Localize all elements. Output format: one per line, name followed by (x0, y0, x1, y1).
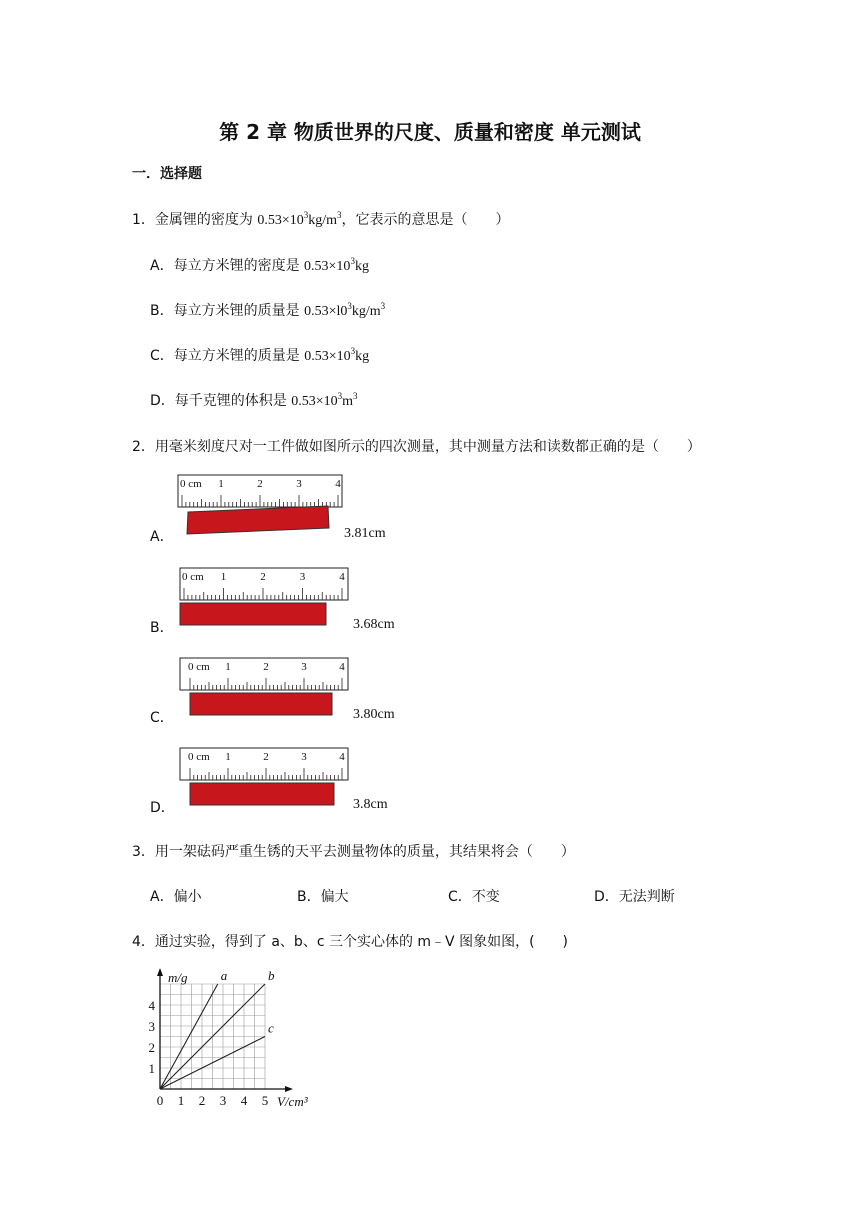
ruler-tick-label: 2 (257, 478, 263, 490)
ruler-unit-label: 0 cm (182, 571, 204, 583)
series-label-c: c (268, 1020, 274, 1036)
workpiece (190, 693, 332, 715)
question-3-stem: 3．用一架砝码严重生锈的天平去测量物体的质量，其结果将会（ ） (132, 844, 575, 860)
mv-chart (140, 962, 330, 1117)
ruler-figure-d (170, 743, 355, 813)
y-axis-label: m/g (168, 970, 188, 985)
question-1-option-b[interactable]: B．每立方米锂的质量是 $0.53\times l0^3kg/m^3$ (150, 301, 386, 319)
question-1-option-d[interactable]: D．每千克锂的体积是 $0.53\times 10^3m^3$ (150, 391, 358, 409)
ruler-tick-label: 3 (301, 661, 307, 673)
ruler-figure-b (170, 563, 355, 633)
ruler-tick-label: 2 (263, 751, 269, 763)
x-tick-label: 0 (156, 1093, 164, 1108)
question-2-option-b-label[interactable]: B． (150, 620, 174, 636)
question-1-stem (132, 209, 510, 229)
question-3-option-c[interactable]: C．不变 (448, 889, 500, 905)
question-1-value: $0.53\times 10^3kg/m^3$ (257, 210, 342, 228)
section-heading: 一．选择题 (132, 166, 202, 182)
question-2-option-d-label[interactable]: D． (150, 800, 175, 816)
ruler-tick-label: 3 (301, 751, 307, 763)
ruler-tick-label: 4 (339, 571, 345, 583)
question-2-option-c-reading: 3.80cm (353, 707, 395, 722)
question-1-option-c[interactable]: C．每立方米锂的质量是 $0.53\times 10^3kg$ (150, 346, 370, 364)
question-2-option-b-reading: 3.68cm (353, 617, 395, 632)
series-label-b: b (268, 968, 275, 983)
ruler-unit-label: 0 cm (188, 661, 210, 673)
ruler-tick-label: 4 (339, 751, 345, 763)
question-2-option-a-label[interactable]: A． (150, 529, 174, 545)
ruler-tick-label: 1 (225, 661, 231, 673)
ruler-tick-label: 1 (220, 571, 227, 583)
y-tick-label: 3 (148, 1019, 155, 1034)
x-tick-label: 4 (240, 1093, 248, 1108)
x-tick-label: 1 (177, 1093, 185, 1108)
ruler-tick-label: 1 (225, 751, 231, 763)
question-1-text-b: ，它表示的意思是（ ） (341, 212, 510, 228)
question-2-option-c-label[interactable]: C． (150, 710, 174, 726)
x-tick-label: 5 (261, 1093, 269, 1108)
y-tick-label: 4 (148, 998, 155, 1013)
ruler-unit-label: 0 cm (180, 478, 202, 490)
question-3-option-a[interactable]: A．偏小 (150, 889, 202, 905)
question-2-option-d-reading: 3.8cm (353, 797, 388, 812)
ruler-figure-a (170, 470, 355, 540)
ruler-tick-label: 4 (335, 478, 341, 490)
ruler-tick-label: 3 (296, 478, 302, 490)
y-axis-arrow (157, 968, 163, 976)
y-tick-label: 1 (148, 1061, 155, 1076)
y-tick-label: 2 (148, 1040, 155, 1055)
ruler-unit-label: 0 cm (188, 751, 210, 763)
question-1-text-a: 1．金属锂的密度为 (132, 212, 258, 228)
ruler-tick-label: 1 (218, 478, 224, 490)
series-label-a: a (220, 968, 228, 983)
x-tick-label: 2 (198, 1093, 206, 1108)
x-axis-arrow (285, 1086, 293, 1092)
workpiece-tilted (187, 506, 329, 534)
x-axis-label: V/cm³ (277, 1094, 308, 1109)
question-4-stem: 4．通过实验，得到了 a、b、c 三个实心体的 m﹣V 图象如图，( ) (132, 934, 569, 950)
ruler-tick-label: 2 (260, 571, 266, 583)
question-2-option-a-reading: 3.81cm (344, 526, 386, 541)
ruler-figure-c (170, 653, 355, 723)
workpiece (180, 603, 326, 625)
ruler-tick-label: 2 (263, 661, 269, 673)
ruler-tick-label: 4 (339, 661, 345, 673)
question-2-stem: 2．用毫米刻度尺对一工件做如图所示的四次测量，其中测量方法和读数都正确的是（ ） (132, 439, 701, 455)
question-3-option-d[interactable]: D．无法判断 (594, 889, 675, 905)
x-tick-label: 3 (219, 1093, 227, 1108)
question-1-option-a[interactable]: A．每立方米锂的密度是 $0.53\times 10^3kg$ (150, 256, 369, 274)
page-title: 第 2 章 物质世界的尺度、质量和密度 单元测试 (219, 120, 641, 144)
question-3-option-b[interactable]: B．偏大 (297, 889, 349, 905)
workpiece (190, 783, 334, 805)
ruler-tick-label: 3 (299, 571, 306, 583)
